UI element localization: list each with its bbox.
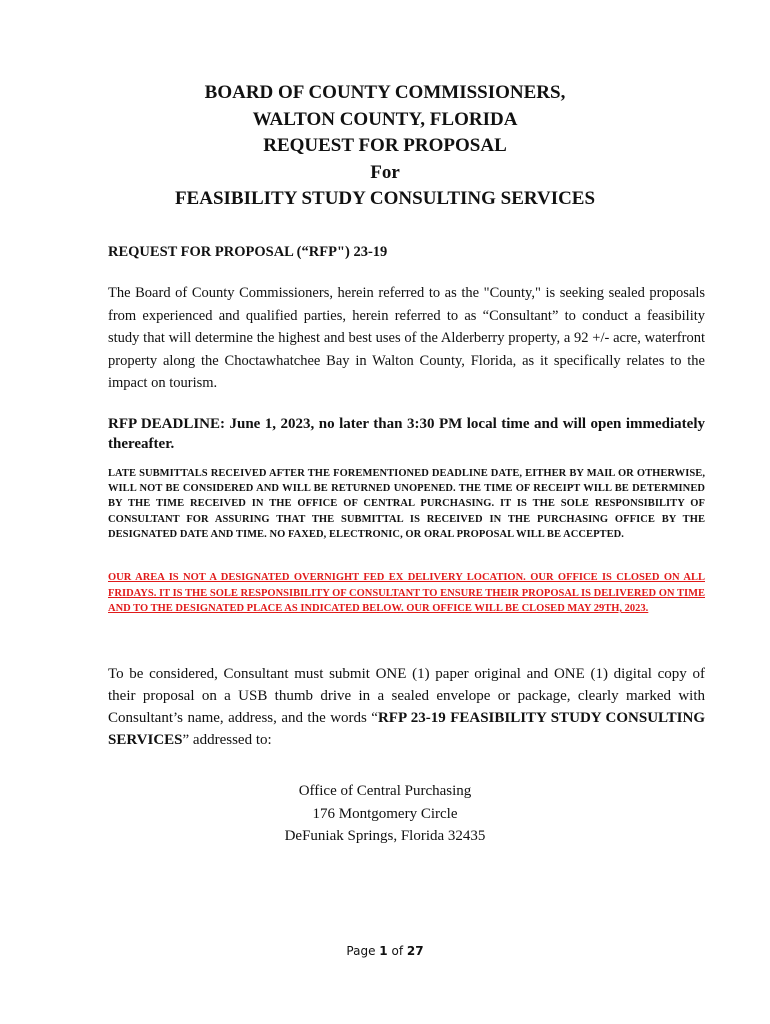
late-submittals-notice: LATE SUBMITTALS RECEIVED AFTER THE FOREMENTIONED DEADLINE DATE, EITHER BY MAIL OR OTHERWISE, WILL NOT BE CONSIDERED AND WILL BE RETURNED UNOPENED. THE TIME OF RECEIPT WILL BE DETERMINED BY THE TIME RECEIVED IN THE OFFICE OF CENTRAL PURCHASING. IT IS THE SOLE RESPONSIBILITY OF CONSULTANT FOR ASSURING THAT THE SUBMITTAL IS RECEIVED IN THE PURCHASING OFFICE BY THE DESIGNATED DATE AND TIME. NO FAXED, ELECTRONIC, OR ORAL PROPOSAL WILL BE ACCEPTED.	[108, 468, 705, 540]
address-line-2: 176 Montgomery Circle	[312, 805, 458, 822]
mailing-address	[0, 780, 770, 848]
page-footer	[0, 944, 770, 958]
deadline-paragraph: RFP DEADLINE: June 1, 2023, no later than 3:30 PM local time and will open immediately thereafter.	[108, 416, 705, 452]
submission-text-end: ” addressed to:	[182, 732, 272, 748]
submission-instructions	[108, 663, 705, 751]
submission-label: RFP 23-19 FEASIBILITY STUDY CONSULTING SERVICES	[108, 710, 705, 748]
page-current: 1	[379, 944, 388, 958]
document-title	[0, 80, 770, 213]
delivery-warning: OUR AREA IS NOT A DESIGNATED OVERNIGHT FED EX DELIVERY LOCATION. OUR OFFICE IS CLOSED ON ALL FRIDAYS. IT IS THE SOLE RESPONSIBILITY OF CONSULTANT TO ENSURE THEIR PROPOSAL IS DELIVERED ON TIME AND TO THE DESIGNATED PLACE AS INDICATED BELOW. OUR OFFICE WILL BE CLOSED MAY 29TH, 2023.	[108, 572, 705, 614]
page-total: 27	[406, 944, 424, 958]
intro-paragraph: The Board of County Commissioners, herein referred to as the "County," is seeking sealed proposals from experienced and qualified parties, herein referred to as “Consultant” to conduct a feasibility study that will determine the highest and best uses of the Alderberry property, a 92 +/- acre, waterfront property along the Choctawhatchee Bay in Walton County, Florida, as it specifically relates to the impact on tourism.	[108, 285, 705, 391]
title-line-3: REQUEST FOR PROPOSAL	[263, 135, 507, 156]
title-line-2: WALTON COUNTY, FLORIDA	[252, 108, 518, 130]
title-line-1: BOARD OF COUNTY COMMISSIONERS,	[204, 82, 566, 103]
submission-text-start: To be considered, Consultant must submit ONE (1) paper original and ONE (1) digital copy of their proposal on a USB thumb drive in a sealed envelope or package, clearly marked with Consultant’s name, address, and the words “	[108, 666, 705, 726]
footer-middle: of	[387, 944, 407, 958]
title-line-4: For	[370, 161, 400, 183]
address-line-3: DeFuniak Springs, Florida 32435	[284, 828, 486, 844]
address-line-1: Office of Central Purchasing	[298, 783, 472, 799]
footer-prefix: Page	[346, 944, 380, 958]
title-line-5: FEASIBILITY STUDY CONSULTING SERVICES	[174, 188, 596, 209]
rfp-number-heading: REQUEST FOR PROPOSAL (“RFP") 23-19	[108, 244, 388, 260]
